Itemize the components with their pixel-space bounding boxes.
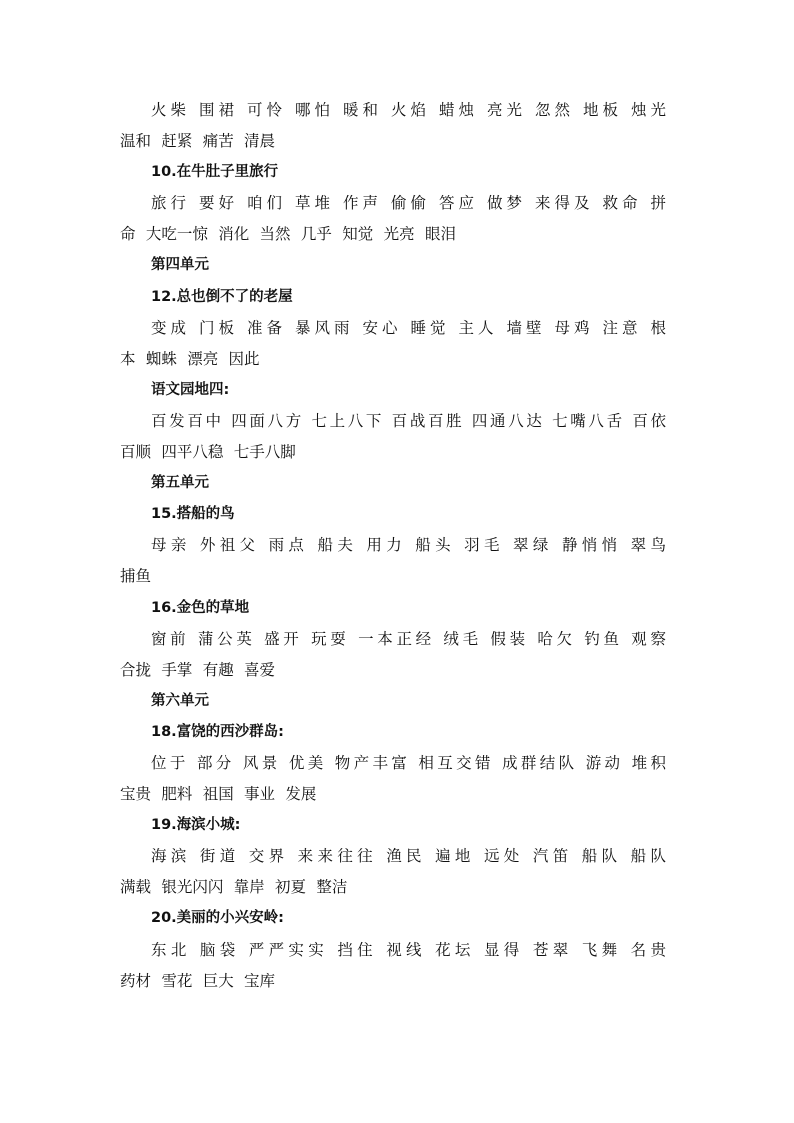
- vocab-line: 海滨 街道 交界 来来往往 渔民 遍地 远处 汽笛 船队 船队: [151, 847, 666, 866]
- vocab-line: 东北 脑袋 严严实实 挡住 视线 花坛 显得 苍翠 飞舞 名贵: [151, 940, 666, 959]
- vocab-line: 满载 银光闪闪 靠岸 初夏 整洁: [120, 878, 348, 897]
- section-heading: 12.总也倒不了的老屋: [151, 288, 293, 305]
- vocab-line: 母亲 外祖父 雨点 船夫 用力 船头 羽毛 翠绿 静悄悄 翠鸟: [151, 536, 666, 555]
- document-page: [120, 95, 666, 997]
- vocab-line: 变成 门板 准备 暴风雨 安心 睡觉 主人 墙壁 母鸡 注意 根: [151, 318, 666, 337]
- vocab-line: 窗前 蒲公英 盛开 玩耍 一本正经 绒毛 假装 哈欠 钓鱼 观察: [151, 629, 666, 648]
- vocab-line: 火柴 围裙 可怜 哪怕 暖和 火焰 蜡烛 亮光 忽然 地板 烛光: [151, 101, 666, 119]
- section-heading: 15.搭船的鸟: [151, 506, 235, 523]
- vocab-line: 温和 赶紧 痛苦 清晨: [120, 132, 276, 151]
- section-heading: 16.金色的草地: [151, 599, 250, 616]
- vocab-line: 合拢 手掌 有趣 喜爱: [120, 660, 276, 679]
- section-heading: 第四单元: [151, 257, 209, 274]
- vocab-line: 百发百中 四面八方 七上八下 百战百胜 四通八达 七嘴八舌 百依: [151, 411, 666, 430]
- vocab-line: 位于 部分 风景 优美 物产丰富 相互交错 成群结队 游动 堆积: [151, 753, 666, 772]
- section-heading: 20.美丽的小兴安岭:: [151, 910, 284, 927]
- vocab-line: 命 大吃一惊 消化 当然 几乎 知觉 光亮 眼泪: [120, 225, 456, 244]
- section-heading: 10.在牛肚子里旅行: [151, 164, 279, 181]
- section-heading: 第六单元: [151, 692, 209, 709]
- section-heading: 语文园地四:: [151, 381, 230, 398]
- vocab-line: 百顺 四平八稳 七手八脚: [120, 443, 296, 462]
- section-heading: 18.富饶的西沙群岛:: [151, 723, 284, 740]
- vocab-line: 本 蜘蛛 漂亮 因此: [120, 349, 260, 368]
- vocab-line: 捕鱼: [120, 567, 152, 586]
- vocab-line: 药材 雪花 巨大 宝库: [120, 971, 276, 990]
- vocab-line: 宝贵 肥料 祖国 事业 发展: [120, 785, 317, 804]
- vocab-line: 旅行 要好 咱们 草堆 作声 偷偷 答应 做梦 来得及 救命 拼: [151, 194, 666, 213]
- section-heading: 第五单元: [151, 475, 209, 492]
- section-heading: 19.海滨小城:: [151, 817, 241, 834]
